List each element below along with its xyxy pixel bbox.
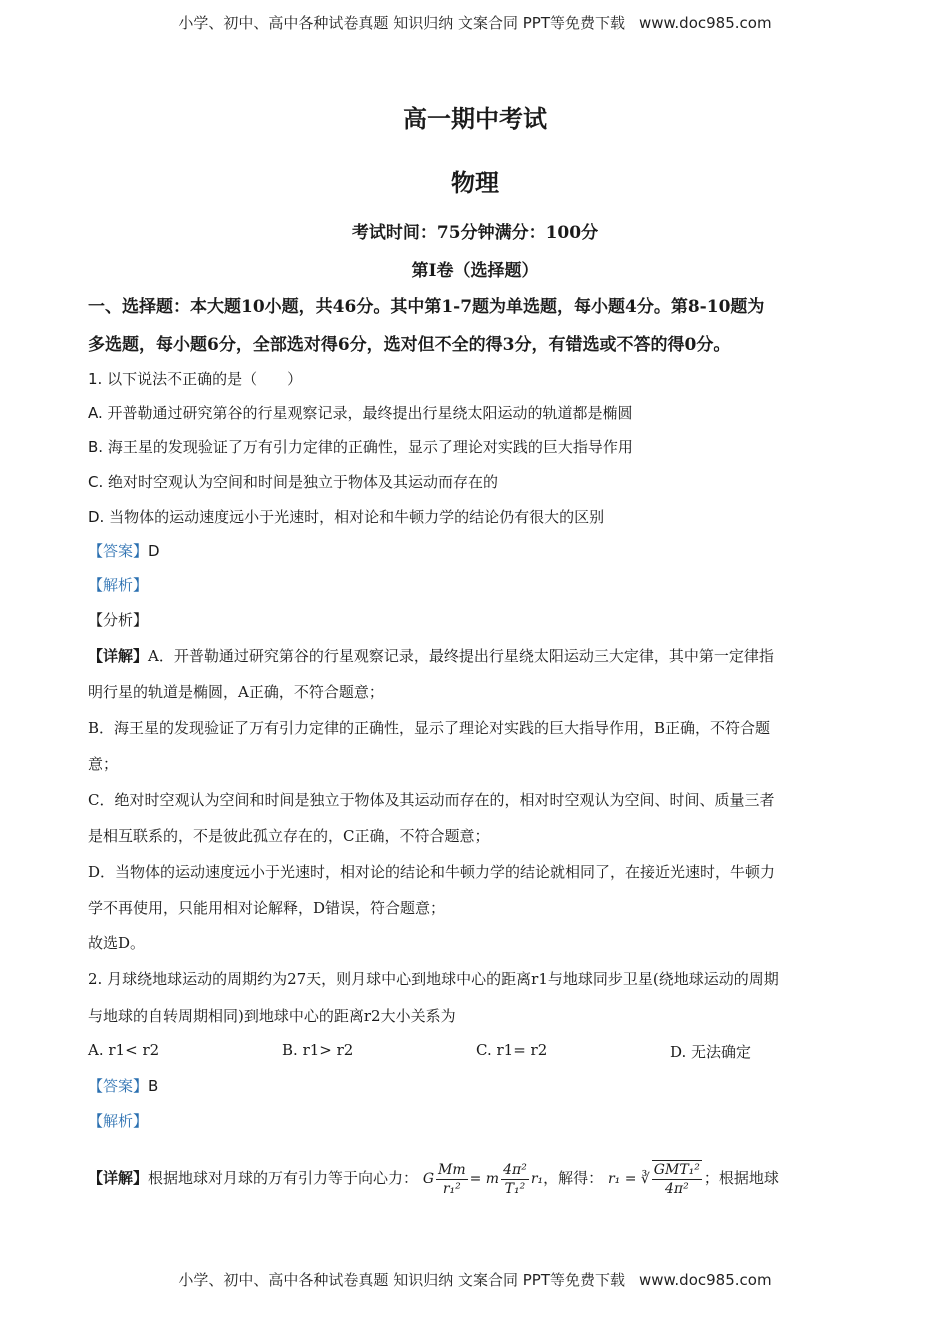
q1-detail-line4: 意； bbox=[88, 755, 119, 773]
gravity-formula: G $\frac{Mm}{\text{r₁²}}$ = m $\frac{\text{4π²}}{\text{T₁²}}$ r₁ bbox=[422, 1161, 544, 1197]
footer-banner bbox=[0, 1269, 950, 1290]
q2-option-b bbox=[282, 1041, 353, 1059]
option-label: B. bbox=[282, 1041, 298, 1059]
radius-formula: r₁ = ∛ $\frac{\text{GMT₁²}}{\text{4π²}}$ bbox=[607, 1162, 700, 1197]
q2-option-a bbox=[88, 1041, 159, 1059]
q1-detail-line8: 学不再使用，只能用相对论解释，D错误，符合题意； bbox=[88, 899, 446, 917]
q1-detail-line6: 是相互联系的，不是彼此孤立存在的，C正确，不符合题意； bbox=[88, 827, 490, 845]
q1-detail-line7: D．当物体的运动速度远小于光速时，相对论的结论和牛顿力学的结论就相同了，在接近光速时，牛顿力 bbox=[88, 863, 776, 881]
site-link[interactable]: www.doc985.com bbox=[638, 1271, 772, 1289]
answer-tag: 【答案】 bbox=[88, 542, 149, 560]
banner-text: 小学、初中、高中各种试卷真题 知识归纳 文案合同 PPT等免费下载 bbox=[178, 14, 625, 32]
q1-option-d: D. 当物体的运动速度远小于光速时，相对论和牛顿力学的结论仍有很大的区别 bbox=[88, 508, 605, 526]
q1-detail-line5: C．绝对时空观认为空间和时间是独立于物体及其运动而存在的，相对时空观认为空间、时间、质量三者 bbox=[88, 791, 775, 809]
option-text: r1< r2 bbox=[108, 1041, 160, 1059]
q2-stem-line1: 2. 月球绕地球运动的周期约为27天，则月球中心到地球中心的距离r1与地球同步卫星(绕地球运动的周期 bbox=[88, 970, 779, 988]
q1-option-a: A. 开普勒通过研究第谷的行星观察记录，最终提出行星绕太阳运动的轨道都是椭圆 bbox=[88, 404, 633, 422]
detail-tag: 【详解】 bbox=[88, 1169, 149, 1187]
q1-answer bbox=[88, 540, 868, 561]
q1-detail-line1 bbox=[88, 645, 868, 666]
answer-tag: 【答案】 bbox=[88, 1077, 149, 1095]
site-link[interactable]: www.doc985.com bbox=[638, 14, 772, 32]
section-heading-line1: 一、选择题：本大题10小题，共46分。其中第1-7题为单选题，每小题4分。第8-10题为 bbox=[88, 297, 765, 317]
option-text: r1= r2 bbox=[496, 1041, 548, 1059]
q2-option-d bbox=[670, 1041, 751, 1062]
exam-time-score: 考试时间：75分钟满分：100分 bbox=[351, 223, 599, 243]
banner-text: 小学、初中、高中各种试卷真题 知识归纳 文案合同 PPT等免费下载 bbox=[178, 1271, 625, 1289]
option-label: C. bbox=[476, 1041, 492, 1059]
q2-answer bbox=[88, 1075, 868, 1096]
q1-option-c: C. 绝对时空观认为空间和时间是独立于物体及其运动而存在的 bbox=[88, 473, 499, 491]
header-banner bbox=[0, 12, 950, 33]
q1-analysis-tag: 【解析】 bbox=[88, 576, 149, 594]
detail-text-b: ，解得： bbox=[543, 1169, 604, 1187]
option-text: r1> r2 bbox=[302, 1041, 354, 1059]
option-text: 无法确定 bbox=[691, 1043, 752, 1061]
detail-tag: 【详解】 bbox=[88, 647, 149, 665]
subject-title: 物理 bbox=[451, 168, 499, 197]
q2-analysis-tag: 【解析】 bbox=[88, 1112, 149, 1130]
q2-stem-line2: 与地球的自转周期相同)到地球中心的距离r2大小关系为 bbox=[88, 1007, 456, 1025]
detail-text-c: ；根据地球 bbox=[703, 1169, 779, 1187]
detail-text-a: 根据地球对月球的万有引力等于向心力： bbox=[148, 1169, 419, 1187]
part-title: 第I卷（选择题） bbox=[411, 261, 539, 281]
q1-detail-line3: B．海王星的发现验证了万有引力定律的正确性，显示了理论对实践的巨大指导作用，B正确，不符合题 bbox=[88, 719, 771, 737]
detail-text: A．开普勒通过研究第谷的行星观察记录，最终提出行星绕太阳运动三大定律，其中第一定律指 bbox=[148, 647, 774, 665]
q1-option-b: B. 海王星的发现验证了万有引力定律的正确性，显示了理论对实践的巨大指导作用 bbox=[88, 438, 633, 456]
answer-value: B bbox=[148, 1077, 159, 1095]
q1-stem: 1. 以下说法不正确的是（ ） bbox=[88, 370, 303, 388]
option-label: D. bbox=[670, 1043, 687, 1061]
q1-detail-line2: 明行星的轨道是椭圆，A正确，不符合题意； bbox=[88, 683, 384, 701]
section-heading-line2: 多选题，每小题6分，全部选对得6分，选对但不全的得3分，有错选或不答的得0分。 bbox=[88, 335, 731, 355]
exam-title: 高一期中考试 bbox=[403, 104, 547, 133]
q1-conclusion: 故选D。 bbox=[88, 934, 146, 952]
q2-option-c bbox=[476, 1041, 547, 1059]
q1-fenxi-tag: 【分析】 bbox=[88, 611, 149, 629]
q2-detail-line bbox=[88, 1152, 868, 1204]
option-label: A. bbox=[88, 1041, 104, 1059]
answer-value: D bbox=[148, 542, 160, 560]
